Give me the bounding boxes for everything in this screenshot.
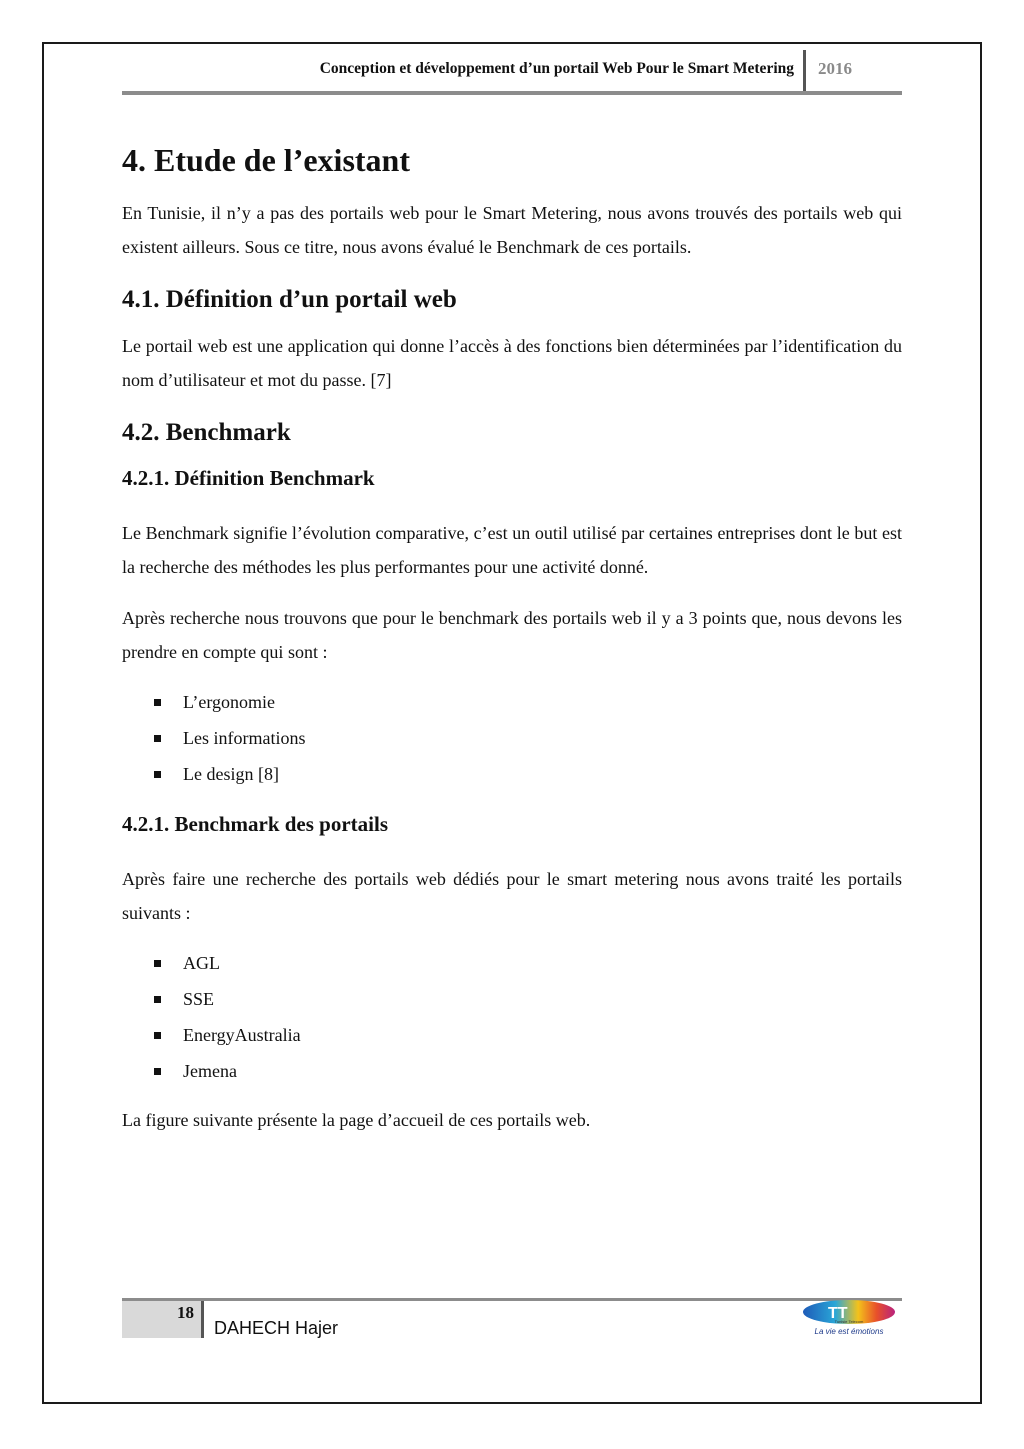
square-bullet-icon: [154, 1068, 161, 1075]
square-bullet-icon: [154, 960, 161, 967]
list-item: Jemena: [154, 1053, 301, 1089]
subsection-benchmark-portails-heading: 4.2.1. Benchmark des portails: [122, 812, 389, 836]
section-heading: 4. Etude de l’existant: [122, 142, 410, 178]
square-bullet-icon: [154, 1032, 161, 1039]
square-bullet-icon: [154, 699, 161, 706]
portail-definition-paragraph: Le portail web est une application qui donne l’accès à des fonctions bien déterminées par l’identification du nom d’utilisateur et mot du passe. [7]: [122, 336, 902, 390]
subsection-4-2-1-heading: 4.2.1. Définition Benchmark: [122, 466, 375, 490]
logo-slogan: La vie est émotions: [814, 1327, 884, 1336]
closing-paragraph: La figure suivante présente la page d’accueil de ces portails web.: [122, 1110, 591, 1130]
square-bullet-icon: [154, 996, 161, 1003]
portails-intro-paragraph: Après faire une recherche des portails web dédiés pour le smart metering nous avons traité les portails suivants :: [122, 869, 902, 923]
logo-text: Tunisie Telecom: [834, 1319, 864, 1324]
benchmark-definition-paragraph: Le Benchmark signifie l’évolution comparative, c’est un outil utilisé par certaines entreprises dont le but est la recherche des méthodes les plus performantes pour une activité donné.: [122, 523, 902, 577]
list-item: L’ergonomie: [154, 684, 305, 720]
portals-list: [154, 945, 301, 1089]
list-item: EnergyAustralia: [154, 1017, 301, 1053]
svg-text:TT: TT: [828, 1305, 848, 1322]
benchmark-points-list: [154, 684, 305, 792]
intro-paragraph: En Tunisie, il n’y a pas des portails web pour le Smart Metering, nous avons trouvés des portails web qui existent ailleurs. Sous ce titre, nous avons évalué le Benchmark de ces portails.: [122, 203, 902, 257]
footer-rule: [122, 1298, 902, 1301]
list-item: Les informations: [154, 720, 305, 756]
square-bullet-icon: [154, 771, 161, 778]
header-divider: [803, 50, 806, 94]
list-item: AGL: [154, 945, 301, 981]
square-bullet-icon: [154, 735, 161, 742]
header-title: Conception et développement d’un portail Web Pour le Smart Metering: [319, 60, 794, 77]
tunisie-telecom-logo: [802, 1298, 896, 1338]
subsection-4-1-heading: 4.1. Définition d’un portail web: [122, 286, 457, 313]
list-item: Le design [8]: [154, 756, 305, 792]
list-item: SSE: [154, 981, 301, 1017]
page-number: 18: [177, 1303, 194, 1322]
benchmark-points-intro: Après recherche nous trouvons que pour le benchmark des portails web il y a 3 points que, nous devons les prendre en compte qui sont :: [122, 608, 902, 662]
footer-divider: [201, 1301, 204, 1338]
header-year: 2016: [818, 59, 852, 78]
author-name: DAHECH Hajer: [214, 1318, 339, 1338]
header-rule: [122, 91, 902, 95]
subsection-4-2-heading: 4.2. Benchmark: [122, 419, 291, 446]
